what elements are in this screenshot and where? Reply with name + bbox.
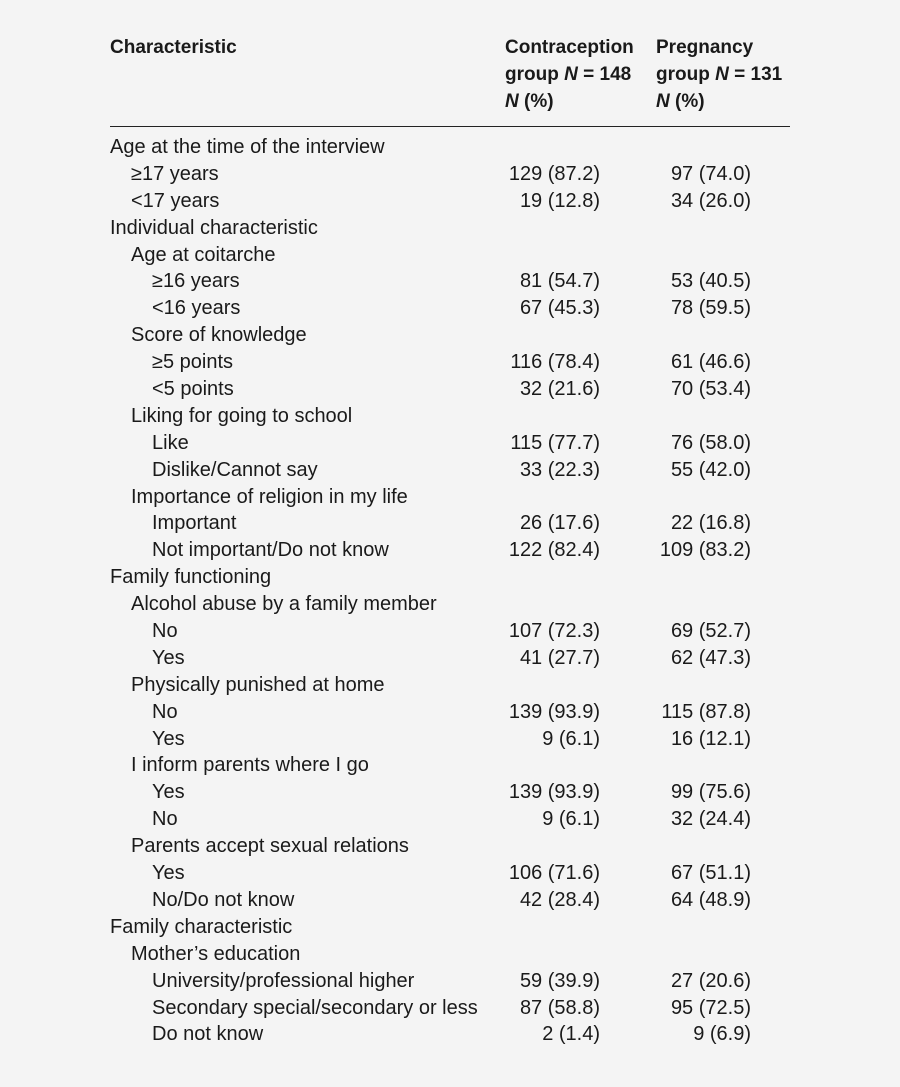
pregnancy-value: 70 (53.4) bbox=[670, 378, 751, 401]
table-row bbox=[0, 779, 900, 806]
subsection-label: ≥17 years bbox=[131, 162, 219, 185]
category-label: <5 points bbox=[152, 378, 234, 401]
table-row bbox=[0, 510, 900, 537]
contraception-value: 41 (27.7) bbox=[519, 646, 600, 669]
table-row bbox=[0, 457, 900, 484]
table-row bbox=[0, 268, 900, 295]
table-row bbox=[0, 968, 900, 995]
header-col2-line3 bbox=[656, 88, 782, 115]
header-col1-line1: Contraception bbox=[505, 37, 634, 58]
category-label: Not important/Do not know bbox=[152, 539, 389, 562]
table-row bbox=[0, 591, 900, 618]
table-row bbox=[0, 699, 900, 726]
subsection-label: Physically punished at home bbox=[131, 673, 385, 696]
table-row bbox=[0, 349, 900, 376]
category-label: No/Do not know bbox=[152, 888, 295, 911]
contraception-value: 59 (39.9) bbox=[519, 969, 600, 992]
contraception-value: 122 (82.4) bbox=[508, 539, 600, 562]
header-col1-n-value: = 148 bbox=[577, 64, 632, 85]
category-label: ≥5 points bbox=[152, 351, 234, 374]
table-row bbox=[0, 134, 900, 161]
subsection-label: Importance of religion in my life bbox=[131, 485, 408, 508]
header-rule bbox=[110, 126, 790, 127]
pregnancy-value: 115 (87.8) bbox=[661, 700, 751, 723]
subsection-label: <17 years bbox=[131, 189, 220, 212]
contraception-value: 9 (6.1) bbox=[542, 727, 600, 750]
subsection-label: Liking for going to school bbox=[131, 404, 353, 427]
pregnancy-value: 34 (26.0) bbox=[670, 189, 751, 212]
table-row bbox=[0, 537, 900, 564]
pregnancy-value: 53 (40.5) bbox=[670, 270, 751, 293]
header-col2-line1: Pregnancy bbox=[656, 37, 754, 58]
pregnancy-value: 99 (75.6) bbox=[670, 781, 751, 804]
header-pregnancy-group bbox=[656, 34, 782, 115]
header-col1-group-word: group bbox=[505, 64, 565, 85]
table-row bbox=[0, 188, 900, 215]
header-col2-line2 bbox=[656, 61, 782, 88]
contraception-value: 87 (58.8) bbox=[519, 996, 600, 1019]
pregnancy-value: 32 (24.4) bbox=[670, 808, 751, 831]
table-row bbox=[0, 484, 900, 511]
table-row bbox=[0, 430, 900, 457]
table-row bbox=[0, 376, 900, 403]
pregnancy-value: 109 (83.2) bbox=[659, 539, 751, 562]
pregnancy-value: 95 (72.5) bbox=[670, 996, 751, 1019]
table-row bbox=[0, 887, 900, 914]
contraception-value: 116 (78.4) bbox=[510, 351, 600, 374]
contraception-value: 32 (21.6) bbox=[519, 378, 600, 401]
category-label: No bbox=[152, 620, 178, 643]
category-label: Secondary special/secondary or less bbox=[152, 996, 478, 1019]
contraception-value: 81 (54.7) bbox=[519, 270, 600, 293]
category-label: No bbox=[152, 808, 178, 831]
subsection-label: Parents accept sexual relations bbox=[131, 835, 409, 858]
header-characteristic: Characteristic bbox=[110, 37, 237, 58]
header-col2-group-word: group bbox=[656, 64, 716, 85]
pregnancy-value: 76 (58.0) bbox=[670, 431, 751, 454]
table-row bbox=[0, 726, 900, 753]
contraception-value: 139 (93.9) bbox=[508, 781, 600, 804]
contraception-value: 129 (87.2) bbox=[508, 162, 600, 185]
category-label: Dislike/Cannot say bbox=[152, 458, 318, 481]
contraception-value: 139 (93.9) bbox=[508, 700, 600, 723]
table-row bbox=[0, 564, 900, 591]
header-contraception-group bbox=[505, 34, 634, 115]
category-label: No bbox=[152, 700, 178, 723]
contraception-value: 26 (17.6) bbox=[519, 512, 600, 535]
table-header bbox=[0, 0, 900, 128]
subsection-label: I inform parents where I go bbox=[131, 754, 369, 777]
table-row bbox=[0, 914, 900, 941]
contraception-value: 42 (28.4) bbox=[519, 888, 600, 911]
table-row bbox=[0, 242, 900, 269]
category-label: Important bbox=[152, 512, 237, 535]
pregnancy-value: 22 (16.8) bbox=[670, 512, 751, 535]
subsection-label: Alcohol abuse by a family member bbox=[131, 593, 437, 616]
contraception-value: 2 (1.4) bbox=[542, 1023, 600, 1046]
pregnancy-value: 61 (46.6) bbox=[670, 351, 751, 374]
contraception-value: 106 (71.6) bbox=[508, 862, 600, 885]
category-label: Yes bbox=[152, 727, 185, 750]
table-row bbox=[0, 295, 900, 322]
table-row bbox=[0, 941, 900, 968]
category-label: Do not know bbox=[152, 1023, 264, 1046]
table-row bbox=[0, 161, 900, 188]
pregnancy-value: 16 (12.1) bbox=[670, 727, 751, 750]
pregnancy-value: 69 (52.7) bbox=[670, 620, 751, 643]
pregnancy-value: 9 (6.9) bbox=[693, 1023, 751, 1046]
table-row bbox=[0, 752, 900, 779]
category-label: <16 years bbox=[152, 297, 241, 320]
header-col1-unit-pct: (%) bbox=[518, 91, 554, 112]
category-label: Like bbox=[152, 431, 189, 454]
table-row bbox=[0, 1021, 900, 1048]
section-label: Family characteristic bbox=[110, 915, 293, 938]
pregnancy-value: 97 (74.0) bbox=[670, 162, 751, 185]
category-label: University/professional higher bbox=[152, 969, 415, 992]
subsection-label: Mother’s education bbox=[131, 942, 301, 965]
section-label: Age at the time of the interview bbox=[110, 136, 385, 158]
contraception-value: 9 (6.1) bbox=[542, 808, 600, 831]
contraception-value: 33 (22.3) bbox=[519, 458, 600, 481]
header-col1-n-symbol: N bbox=[564, 64, 578, 85]
subsection-label: Score of knowledge bbox=[131, 324, 307, 347]
contraception-value: 107 (72.3) bbox=[508, 620, 600, 643]
pregnancy-value: 67 (51.1) bbox=[670, 862, 751, 885]
table-row bbox=[0, 860, 900, 887]
pregnancy-value: 55 (42.0) bbox=[670, 458, 751, 481]
section-label: Individual characteristic bbox=[110, 216, 318, 239]
header-col2-n-symbol: N bbox=[715, 64, 729, 85]
section-label: Family functioning bbox=[110, 566, 272, 589]
category-label: Yes bbox=[152, 781, 185, 804]
table-row bbox=[0, 403, 900, 430]
category-label: Yes bbox=[152, 862, 185, 885]
table-row bbox=[0, 215, 900, 242]
header-col1-unit-n: N bbox=[505, 91, 519, 112]
header-col1-line3 bbox=[505, 88, 634, 115]
category-label: Yes bbox=[152, 646, 185, 669]
header-col1-line2 bbox=[505, 61, 634, 88]
table-body bbox=[0, 134, 900, 1048]
pregnancy-value: 62 (47.3) bbox=[670, 646, 751, 669]
subsection-label: Age at coitarche bbox=[131, 243, 276, 266]
table-row bbox=[0, 995, 900, 1022]
header-col2-unit-pct: (%) bbox=[669, 91, 705, 112]
header-col2-unit-n: N bbox=[656, 91, 670, 112]
pregnancy-value: 64 (48.9) bbox=[670, 888, 751, 911]
table-row bbox=[0, 806, 900, 833]
category-label: ≥16 years bbox=[152, 270, 240, 293]
pregnancy-value: 27 (20.6) bbox=[670, 969, 751, 992]
table-row bbox=[0, 645, 900, 672]
table-row bbox=[0, 672, 900, 699]
contraception-value: 115 (77.7) bbox=[510, 431, 600, 454]
table-row bbox=[0, 322, 900, 349]
table-row bbox=[0, 833, 900, 860]
table-row bbox=[0, 618, 900, 645]
contraception-value: 19 (12.8) bbox=[519, 189, 600, 212]
pregnancy-value: 78 (59.5) bbox=[670, 297, 751, 320]
contraception-value: 67 (45.3) bbox=[519, 297, 600, 320]
header-col2-n-value: = 131 bbox=[728, 64, 783, 85]
